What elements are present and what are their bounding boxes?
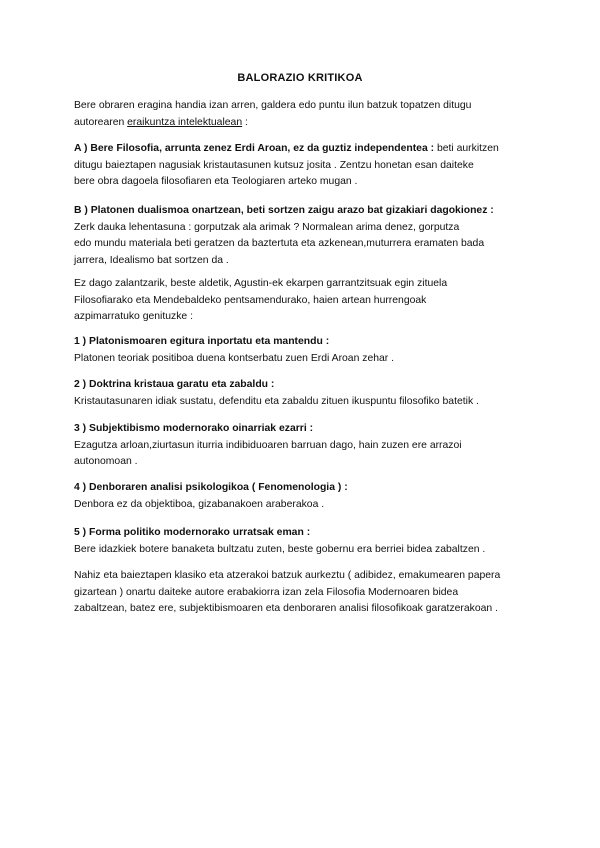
item-text: Bere idazkiek botere banaketa bultzatu zuten, beste gobernu era berriei bidea zabaltzen .	[74, 543, 486, 555]
section-a-line-1	[74, 141, 544, 158]
section-a	[74, 141, 544, 191]
section-b-line-3: jarrera, Idealismo bat sortzen da .	[74, 254, 229, 266]
contribution-item-1	[74, 334, 544, 367]
contributions-line-1: Ez dago zalantzarik, beste aldetik, Agustin-ek ekarpen garrantzitsuak egin zituela	[74, 278, 448, 289]
intro-paragraph	[74, 98, 544, 131]
section-b-line-1: Zerk dauka lehentasuna : gorputzak ala arimak ? Normalean arima denez, gorputza	[74, 221, 460, 233]
item-text: Denbora ez da objektiboa, gizabanakoen araberakoa .	[74, 498, 325, 510]
item-heading: 3 ) Subjektibismo modernorako oinarriak ezarri :	[74, 423, 314, 434]
section-a-line-3: bere obra dagoela filosofiaren eta Teologiaren arteko mugan .	[74, 176, 358, 187]
page-title: BALORAZIO KRITIKOA	[237, 72, 363, 84]
item-text: Kristautasunaren idiak sustatu, defenditu eta zabaldu zituen ikuspuntu filosofiko batetik .	[74, 395, 479, 407]
item-heading: 4 ) Denboraren analisi psikologikoa ( Fenomenologia ) :	[74, 482, 348, 493]
intro-suffix: :	[242, 116, 248, 128]
intro-line-1: Bere obraren eragina handia izan arren, galdera edo puntu ilun batzuk topatzen ditugu	[74, 100, 472, 111]
contributions-intro	[74, 276, 544, 326]
intro-underlined-term: eraikuntza intelektualean	[127, 116, 243, 128]
section-b-heading: B ) Platonen dualismoa onartzean, beti sortzen zaigu arazo bat gizakiari dagokionez :	[74, 205, 494, 216]
item-heading: 2 ) Doktrina kristaua garatu eta zabaldu :	[74, 379, 275, 390]
item-heading: 1 ) Platonismoaren egitura inportatu eta mantendu :	[74, 336, 330, 347]
item-text: autonomoan .	[74, 456, 138, 467]
conclusion-paragraph	[74, 568, 544, 618]
section-a-line-1-rest: beti aurkitzen	[434, 143, 499, 154]
item-text: Platonen teoriak positiboa duena kontserbatu zuen Erdi Aroan zehar .	[74, 352, 395, 364]
intro-line-2	[74, 115, 544, 132]
conclusion-line-3: zabaltzean, batez ere, subjektibismoaren eta denboraren analisi filosofikoak garatzerakoan .	[74, 603, 498, 614]
contributions-line-3: azpimarratuko genituzke :	[74, 311, 193, 322]
item-text: Ezagutza arloan,ziurtasun iturria indibiduoaren barruan dago, hain zuzen ere arrazoi	[74, 439, 462, 451]
contribution-item-4	[74, 480, 544, 513]
contribution-item-5	[74, 525, 544, 558]
conclusion-line-2: gizartean ) onartu daiteke autore erabakiorra izan zela Filosofia Modernoaren bidea	[74, 586, 459, 598]
section-b	[74, 203, 544, 269]
section-a-line-2: ditugu baieztapen nagusiak kristautasunen kutsuz josita . Zentzu honetan esan daiteke	[74, 159, 474, 171]
contribution-item-2	[74, 377, 544, 410]
intro-prefix: autorearen	[74, 116, 128, 128]
contribution-item-3	[74, 421, 544, 471]
section-a-heading: A ) Bere Filosofia, arrunta zenez Erdi Aroan, ez da guztiz independentea :	[74, 143, 435, 154]
item-heading: 5 ) Forma politiko modernorako urratsak eman :	[74, 527, 311, 538]
contributions-line-2: Filosofiarako eta Mendebaldeko pentsamendurako, haien artean hurrengoak	[74, 294, 427, 306]
section-b-line-2: edo mundu materiala beti geratzen da baztertuta eta azkenean,muturrera eramaten bada	[74, 238, 485, 249]
conclusion-line-1: Nahiz eta baieztapen klasiko eta atzerakoi batzuk aurkeztu ( adibidez, emakumearen papera	[74, 570, 501, 581]
